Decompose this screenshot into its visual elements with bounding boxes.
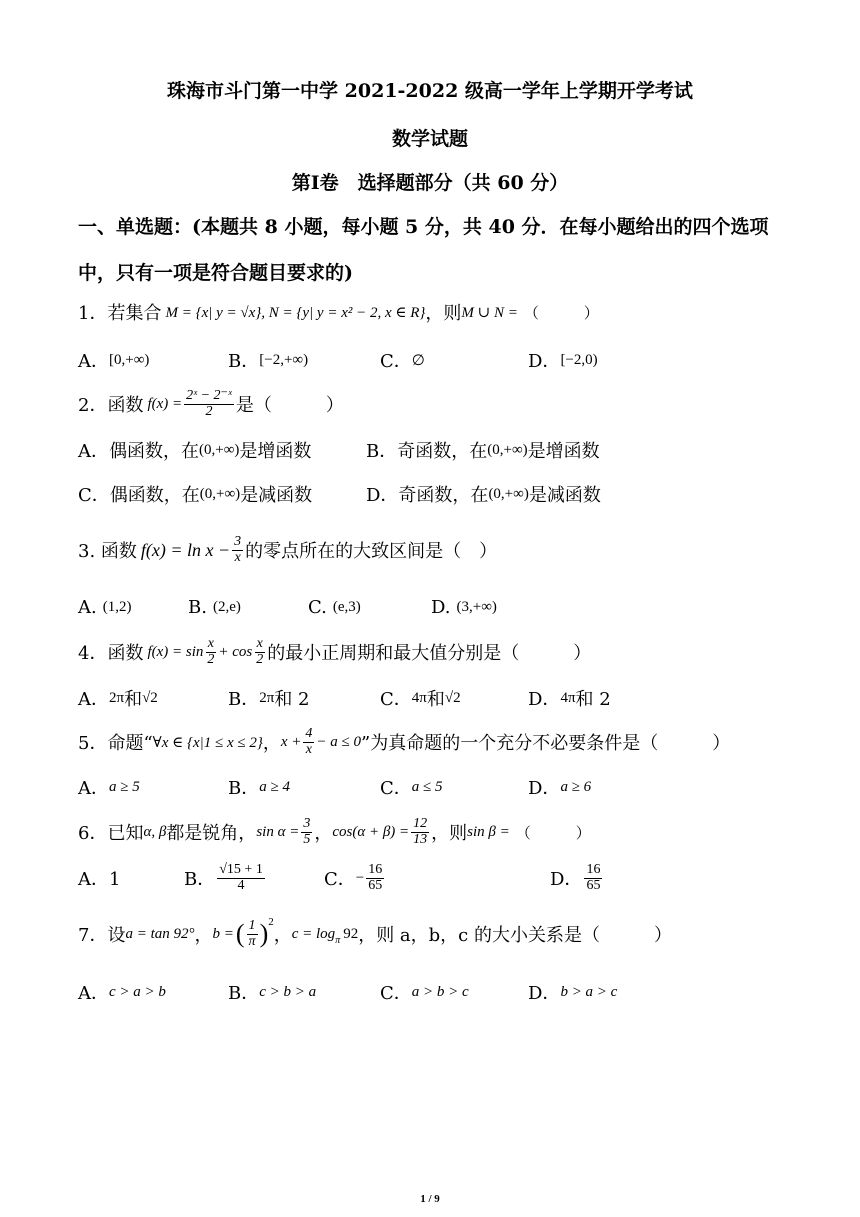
q2-fx: f(x) = [147, 395, 183, 412]
q5-option-d[interactable]: D． a ≥ 6 [528, 778, 592, 799]
q6-mid: 都是锐角， [166, 823, 257, 844]
q3-option-c[interactable]: C. (e,3) [308, 596, 361, 618]
section-instructions-line1: 一、单选题：(本题共 8 小题，每小题 5 分，共 40 分．在每小题给出的四个选项 [78, 216, 769, 238]
q7-c-base: π [335, 935, 341, 946]
q7-option-b[interactable]: B． c > b > a [228, 983, 317, 1004]
q6-ask: sin β = [467, 823, 510, 840]
q7-b: b = [212, 925, 234, 942]
q6-cos: cos(α + β) = [332, 823, 410, 840]
question-5 [78, 722, 730, 762]
q4-plus-cos: + cos [218, 643, 253, 660]
q7-b-exponent: 2 [268, 916, 274, 928]
part-heading: 第Ⅰ卷 选择题部分（共 60 分） [291, 172, 569, 194]
q7-option-c[interactable]: C． a > b > c [380, 983, 469, 1004]
question-4 [78, 632, 591, 672]
q3-fx: f(x) = ln x − [140, 539, 231, 560]
q4-option-b[interactable]: B． 2π 和 2 [228, 689, 310, 710]
q1-label: 1．若集合 [78, 303, 162, 324]
q5-expr-a: x + [280, 733, 302, 750]
q6-fraction-1: $\frac{3}{5}$ [303, 815, 311, 847]
q6-option-c[interactable]: C． − $\frac{16}{65}$ [324, 861, 383, 893]
q5-comma: ， [262, 733, 281, 754]
question-7 [78, 914, 672, 954]
q7-label: 7．设 [78, 925, 126, 946]
q5-tail: ”为真命题的一个充分不必要条件是（ ） [361, 733, 731, 754]
q6-alpha-beta: α, β [143, 823, 167, 840]
q6-then: ，则 [431, 823, 468, 844]
q7-b-fraction: $\frac{1}{\pi}$ [248, 917, 256, 949]
q1-sets: M = {x| y = √x}, N = {y| y = x² − 2, x ∈ R} [165, 304, 426, 321]
q1-tail: ，则 [425, 303, 462, 324]
q3-option-d[interactable]: D. (3,+∞) [431, 596, 497, 618]
q3-options [78, 587, 778, 627]
q5-options [78, 767, 778, 807]
q2-option-c[interactable]: C．偶函数，在 (0,+∞) 是减函数 [78, 485, 313, 506]
q7-a: a = tan 92° [125, 925, 195, 942]
q5-option-a[interactable]: A． a ≥ 5 [78, 778, 140, 799]
q6-options [78, 858, 778, 898]
q7-paren-close: ) [259, 919, 269, 948]
q3-label: 3. 函数 [78, 541, 137, 562]
q7-c: c = log [291, 925, 336, 942]
q5-option-c[interactable]: C． a ≤ 5 [380, 778, 443, 799]
page-number: 1 / 9 [420, 1193, 440, 1205]
q6-fraction-2: $\frac{12}{13}$ [413, 815, 428, 847]
question-1 [78, 292, 599, 332]
q5-fraction: $\frac{4}{x}$ [305, 725, 313, 757]
q4-options [78, 678, 778, 718]
q1-option-d[interactable]: D． [−2,0) [528, 351, 598, 372]
q6-label: 6．已知 [78, 823, 144, 844]
q1-option-a[interactable]: A． [0,+∞) [78, 351, 150, 372]
q5-label: 5．命题“ [78, 733, 153, 754]
q6-option-b[interactable]: B． $\frac{√15 + 1}{4}$ [184, 861, 263, 893]
q7-comma-1: ， [194, 925, 213, 946]
q3-tail: 的零点所在的大致区间是（ ） [245, 541, 498, 562]
q3-fraction: $\frac{3}{x}$ [234, 533, 242, 565]
q1-ask: M ∪ N = [461, 304, 518, 321]
q4-option-a[interactable]: A． 2π 和 √2 [78, 689, 158, 710]
q6-comma: ， [314, 823, 333, 844]
q7-option-d[interactable]: D． b > a > c [528, 983, 618, 1004]
q2-option-b[interactable]: B．奇函数，在 (0,+∞) 是增函数 [366, 441, 600, 462]
q7-option-a[interactable]: A． c > a > b [78, 983, 166, 1004]
q4-fraction-1: $\frac{x}{2}$ [207, 635, 215, 667]
q2-option-d[interactable]: D．奇函数，在 (0,+∞) 是减函数 [366, 485, 601, 506]
q7-paren-open: ( [235, 919, 245, 948]
q4-option-d[interactable]: D． 4π 和 2 [528, 689, 611, 710]
q5-option-b[interactable]: B． a ≥ 4 [228, 778, 290, 799]
q1-option-b[interactable]: B． [−2,+∞) [228, 351, 309, 372]
q7-c-value: 92 [343, 925, 359, 942]
q4-option-c[interactable]: C． 4π 和 √2 [380, 689, 461, 710]
q4-label: 4．函数 [78, 643, 144, 664]
q4-fraction-2: $\frac{x}{2}$ [256, 635, 264, 667]
q3-option-a[interactable]: A. (1,2) [78, 596, 132, 618]
q5-condition: ∀x ∈ {x|1 ≤ x ≤ 2} [152, 734, 263, 751]
q4-fx: f(x) = sin [147, 643, 204, 660]
q2-tail: 是（ ） [235, 395, 344, 416]
section-instructions-line2: 中，只有一项是符合题目要求的) [78, 262, 353, 284]
exam-title: 珠海市斗门第一中学 2021-2022 级高一学年上学期开学考试 [167, 80, 693, 102]
q2-option-a[interactable]: A．偶函数，在 (0,+∞) 是增函数 [78, 441, 312, 462]
q3-option-b[interactable]: B. (2,e) [188, 596, 241, 618]
question-6 [78, 812, 591, 852]
q7-tail: ，则 a，b，c 的大小关系是（ ） [358, 925, 672, 946]
q1-option-c[interactable]: C． ∅ [380, 351, 425, 372]
q5-expr-b: − a ≤ 0 [316, 733, 362, 750]
question-2 [78, 384, 344, 424]
exam-subtitle: 数学试题 [391, 128, 468, 150]
q6-sin: sin α = [256, 823, 300, 840]
q4-tail: 的最小正周期和最大值分别是（ ） [267, 643, 592, 664]
question-3 [78, 530, 497, 570]
q2-label: 2．函数 [78, 395, 144, 416]
q1-options [78, 340, 778, 380]
q1-paren: （ ） [523, 305, 599, 322]
q6-paren: （ ） [515, 825, 591, 842]
q2-fraction: $\frac{\text{2ˣ − 2⁻ˣ}}{2}$ [186, 387, 232, 419]
q7-comma-2: ， [273, 925, 292, 946]
q7-options [78, 972, 778, 1012]
q6-option-a[interactable]: A．1 [78, 869, 121, 890]
q6-option-d[interactable]: D． $\frac{16}{65}$ [550, 861, 601, 893]
